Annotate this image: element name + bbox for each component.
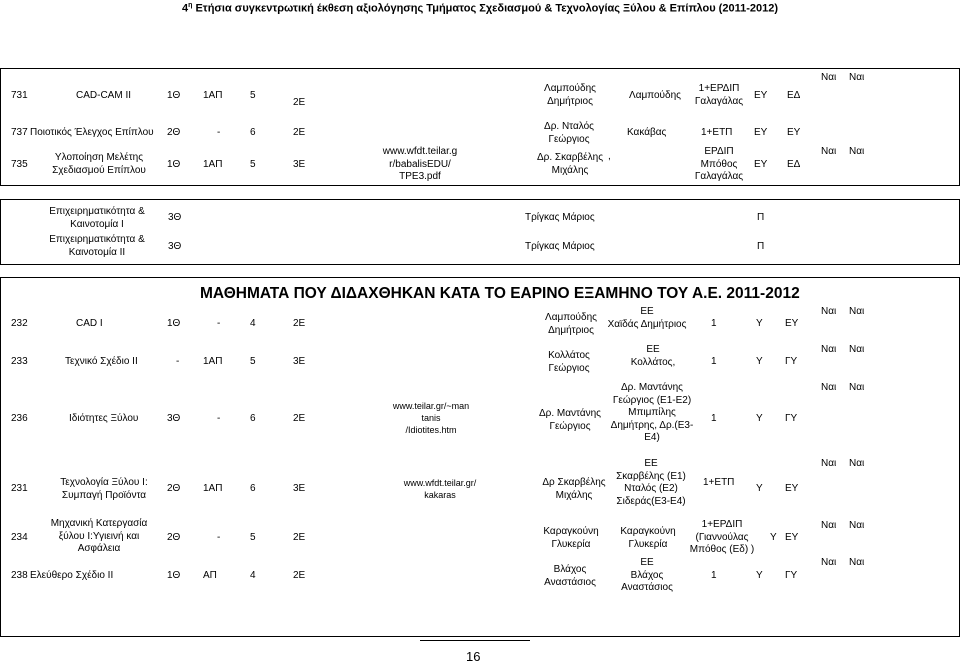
- responsible: ΕΕ Βλάχος Αναστάσιος: [621, 557, 673, 593]
- units: 2Ε: [293, 413, 306, 424]
- category: Π: [757, 212, 765, 223]
- course-name: Επιχειρηματικότητα & Καινοτομία ΙΙ: [49, 234, 145, 258]
- course-code: 238: [11, 570, 28, 581]
- y-code: Υ: [756, 318, 763, 329]
- theory-hours: 1Θ: [167, 318, 181, 329]
- yes-2: Ναι: [849, 146, 865, 157]
- credits: 6: [250, 127, 256, 138]
- course-name: Μηχανική Κατεργασία ξύλου Ι:Υγιεινή και Ασφάλεια: [50, 518, 148, 554]
- teacher: Δρ. Νταλός Γεώργιος: [544, 121, 594, 145]
- credits: 6: [250, 483, 256, 494]
- responsible: Κακάβας: [627, 127, 667, 138]
- lab-hours: 1ΑΠ: [203, 483, 223, 494]
- yes-1: Ναι: [821, 146, 837, 157]
- y-code: Υ: [756, 483, 763, 494]
- ey-code: ΕΥ: [785, 483, 799, 494]
- ey-code: ΕΥ: [754, 90, 768, 101]
- credits: 5: [250, 159, 256, 170]
- course-name: Υλοποίηση Μελέτης Σχεδιασμού Επίπλου: [52, 152, 146, 176]
- yes-1: Ναι: [821, 382, 837, 393]
- yes-1: Ναι: [821, 344, 837, 355]
- count: 1: [711, 413, 717, 424]
- yes-2: Ναι: [849, 557, 865, 568]
- course-code: 233: [11, 356, 28, 367]
- category: ΕΡΔΙΠ Μπόθος Γαλαγάλας: [694, 146, 744, 182]
- credits: 4: [250, 318, 256, 329]
- ey-code: ΕΥ: [754, 159, 768, 170]
- table-spring-semester: [0, 277, 960, 637]
- yes-1: Ναι: [821, 557, 837, 568]
- teacher: Δρ. Μαντάνης Γεώργιος: [538, 408, 602, 432]
- y-code: Υ: [756, 570, 763, 581]
- count: 1: [711, 570, 717, 581]
- teacher: Δρ Σκαρβέλης Μιχάλης: [542, 477, 606, 501]
- category: 1+ΕΡΔΙΠ Γαλαγάλας: [694, 83, 744, 107]
- units: 2Ε: [293, 532, 306, 543]
- course-name: Επιχειρηματικότητα & Καινοτομία Ι: [49, 206, 145, 230]
- course-name: Τεχνολογία Ξύλου Ι: Συμπαγή Προϊόντα: [60, 477, 148, 501]
- course-code: 231: [11, 483, 28, 494]
- category: Π: [757, 241, 765, 252]
- lab-hours: -: [217, 318, 221, 329]
- yes-2: Ναι: [849, 344, 865, 355]
- teacher: Κολλάτος Γεώργιος: [548, 350, 590, 374]
- course-name: Τεχνικό Σχέδιο ΙΙ: [65, 356, 138, 367]
- teacher: Καραγκούνη Γλυκερία: [543, 526, 599, 550]
- yes-1: Ναι: [821, 458, 837, 469]
- yes-2: Ναι: [849, 382, 865, 393]
- page-header: $4^\eta$ Ετήσια συγκεντρωτική έκθεση αξιολόγησης Τμήματος Σχεδιασμού & Τεχνολογίας Ξύλου & Επίπλου (2011-2012): [181, 2, 778, 15]
- lab-hours: ΑΠ: [203, 570, 217, 581]
- credits: 5: [250, 532, 256, 543]
- theory-hours: 2Θ: [167, 127, 181, 138]
- theory-hours: 2Θ: [167, 483, 181, 494]
- lab-hours: 1ΑΠ: [203, 159, 223, 170]
- lab-hours: 1ΑΠ: [203, 356, 223, 367]
- teacher: Λαμπούδης Δημήτριος: [544, 83, 596, 107]
- credits: 5: [250, 356, 256, 367]
- lab-hours: -: [217, 532, 221, 543]
- y-code: Υ: [756, 356, 763, 367]
- yes-2: Ναι: [849, 306, 865, 317]
- yes-1: Ναι: [821, 72, 837, 83]
- responsible: ΕΕ Κολλάτος,: [630, 344, 676, 368]
- responsible: Δρ. Μαντάνης Γεώργιος (Ε1-Ε2) Μπιμπίλης Δημήτρης, Δρ.(Ε3- Ε4): [610, 382, 694, 443]
- footer-divider: [420, 640, 530, 641]
- ey-code: ΓΥ: [785, 570, 798, 581]
- ed-code: ΕΥ: [787, 127, 801, 138]
- yes-1: Ναι: [821, 306, 837, 317]
- category: 1+ΕΤΠ: [701, 127, 733, 138]
- category: 1+ΕΤΠ: [703, 477, 735, 488]
- ey-code: ΕΥ: [785, 318, 799, 329]
- course-code: 731: [11, 90, 28, 101]
- course-name: Ποιοτικός Έλεγχος Επίπλου: [30, 127, 154, 138]
- course-url[interactable]: www.teilar.gr/~man tanis /Idiotites.htm: [392, 401, 470, 435]
- count: 1: [711, 318, 717, 329]
- theory-hours: 2Θ: [167, 532, 181, 543]
- ey-code: ΕΥ: [754, 127, 768, 138]
- yes-2: Ναι: [849, 458, 865, 469]
- count: 1: [711, 356, 717, 367]
- course-url[interactable]: www.wfdt.teilar.g r/babalisEDU/ TPE3.pdf: [382, 146, 458, 182]
- teacher: Τρίγκας Μάριος: [525, 241, 595, 252]
- yes-1: Ναι: [821, 520, 837, 531]
- theory-hours: 1Θ: [167, 570, 181, 581]
- course-name: Ελεύθερο Σχέδιο ΙΙ: [30, 570, 114, 581]
- separator: ,: [608, 151, 611, 162]
- responsible: Καραγκούνη Γλυκερία: [620, 526, 676, 550]
- responsible: Λαμπούδης: [629, 90, 681, 101]
- category: 1+ΕΡΔΙΠ (Γιαννούλας Μπόθος (Εδ) ): [689, 519, 755, 555]
- units: 2Ε: [293, 570, 306, 581]
- yes-2: Ναι: [849, 72, 865, 83]
- y-code: Υ: [770, 532, 777, 543]
- theory-hours: 1Θ: [167, 90, 181, 101]
- theory-hours: -: [176, 356, 180, 367]
- units: 3Ε: [293, 483, 306, 494]
- responsible: ΕΕ Χαϊδάς Δημήτριος: [607, 306, 687, 330]
- course-code: 735: [11, 159, 28, 170]
- theory-hours: 3Θ: [167, 413, 181, 424]
- ed-code: ΕΔ: [787, 90, 801, 101]
- units: 2Ε: [293, 97, 306, 108]
- units: 2Ε: [293, 318, 306, 329]
- theory-hours: 1Θ: [167, 159, 181, 170]
- teacher: Τρίγκας Μάριος: [525, 212, 595, 223]
- course-name: Ιδιότητες Ξύλου: [69, 413, 139, 424]
- course-name: CAD I: [76, 318, 103, 329]
- y-code: Υ: [756, 413, 763, 424]
- section-title: ΜΑΘΗΜΑΤΑ ΠΟΥ ΔΙΔΑΧΘΗΚΑΝ ΚΑΤΑ ΤΟ ΕΑΡΙΝΟ ΕΞΑΜΗΝΟ ΤΟΥ Α.Ε. 2011-2012: [200, 285, 800, 302]
- course-code: 236: [11, 413, 28, 424]
- units: 3Ε: [293, 356, 306, 367]
- ey-code: ΕΥ: [785, 532, 799, 543]
- units: 3Ε: [293, 159, 306, 170]
- credits: 5: [250, 90, 256, 101]
- teacher: Λαμπούδης Δημήτριος: [545, 312, 597, 336]
- units: 2Ε: [293, 127, 306, 138]
- ed-code: ΕΔ: [787, 159, 801, 170]
- page-number: 16: [466, 649, 481, 664]
- lab-hours: 1ΑΠ: [203, 90, 223, 101]
- ey-code: ΓΥ: [785, 356, 798, 367]
- course-code: 737: [11, 127, 28, 138]
- ey-code: ΓΥ: [785, 413, 798, 424]
- lab-hours: -: [217, 413, 221, 424]
- yes-2: Ναι: [849, 520, 865, 531]
- course-code: 234: [11, 532, 28, 543]
- lab-hours: -: [217, 127, 221, 138]
- responsible: ΕΕ Σκαρβέλης (Ε1) Νταλός (Ε2) Σιδεράς(Ε3-Ε4): [616, 458, 686, 507]
- theory-hours: 3Θ: [168, 241, 182, 252]
- teacher: Βλάχος Αναστάσιος: [544, 564, 596, 588]
- course-url[interactable]: www.wfdt.teilar.gr/ kakaras: [403, 478, 477, 500]
- teacher: Δρ. Σκαρβέλης Μιχάλης: [536, 152, 604, 176]
- course-code: 232: [11, 318, 28, 329]
- credits: 6: [250, 413, 256, 424]
- theory-hours: 3Θ: [168, 212, 182, 223]
- credits: 4: [250, 570, 256, 581]
- course-name: CAD-CAM II: [76, 90, 131, 101]
